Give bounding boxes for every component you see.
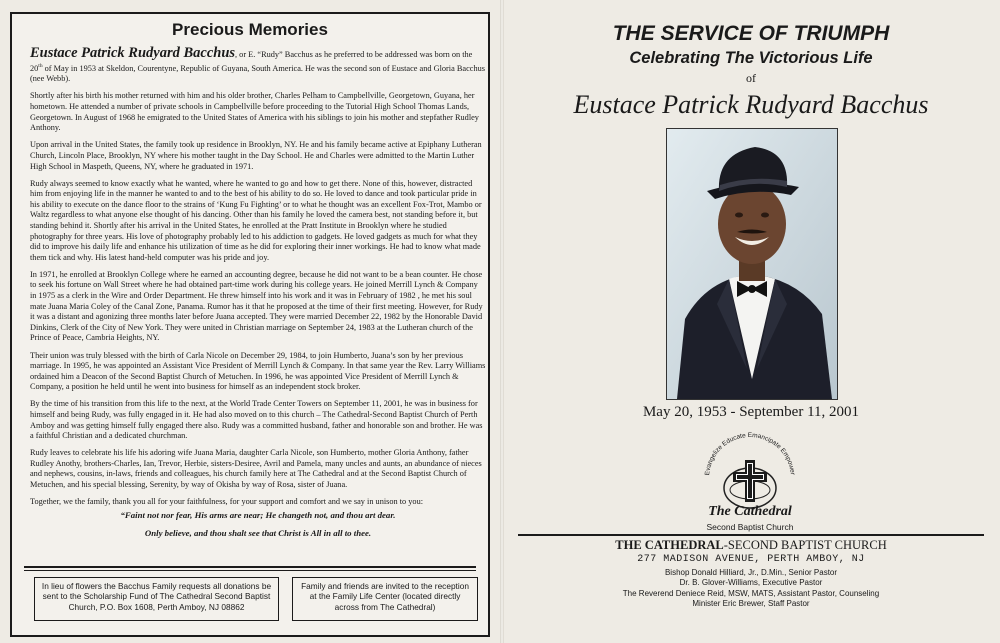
obituary-text: [30, 46, 486, 546]
bio-paragraph: Rudy always seemed to know exactly what he wanted, where he wanted to go and how to get there. None of this, however, distracted him from enjoying life in the manner he wanted to and to the best of his ability to do so. He loved to dance and took particular pride in his ability to execute on the dance floor to the strains of ‘Kung Fu Fighting’ or to what he thought was an excellent Fox-Trot, Mambo or Waltz regardless to what anyone else thought of his dancing. Other than his family he loved the camera best, not standing before it, but standing behind it. Shortly after his arrival in the United States, he enrolled at the Pratt Institute in Brooklyn where he studied photography for three years. His love of photography probably led to his addiction to gadgets. He loved gadgets as much for what they did to improve his daily life and enhance his utilization of time as he did for exploring their inner workings. He had to know what made them tick and why. His latest hand-held computer was his pride and joy.: [30, 178, 482, 262]
church-logo: [691, 430, 809, 540]
svg-text:Evangelize Educate Emancipat: Evangelize Educate Emancipate Empower: [704, 432, 796, 476]
cover-panel: [512, 12, 990, 637]
scripture-line: Only believe, and thou shalt see that Christ is All in all to thee.: [144, 528, 372, 539]
bio-paragraph: Rudy leaves to celebrate his life his adoring wife Juana Maria, daughter Carla Nicole, son Humberto, mother Gloria Anthony, father Rudley Anothy, brothers-Charles, Ian, Trevor, Herbie, sisters-Desiree, Avril and Pamela, many uncles and aunts, an abundance of nieces and nephews, cousins, in-laws, friends and colleagues, his church family here at The Cathedral and at the Second Baptist Church of Metuchen, and his special blessing, Serenity, by way of Okisha by way of Rosa, sister of Juana.: [30, 448, 482, 490]
church-name: THE CATHEDRAL-SECOND BAPTIST CHURCH: [615, 538, 887, 552]
staff-line: Bishop Donald Hilliard, Jr., D.Min., Senior Pastor: [664, 568, 838, 577]
staff-line: Dr. B. Glover-Williams, Executive Pastor: [679, 578, 823, 588]
bio-paragraph: Upon arrival in the United States, the family took up residence in Brooklyn, NY. He and his family became active at Epiphany Lutheran Church, Lincoln Place, Brooklyn, NY where his mother taught in the Day School. He and Charles were admitted to the Martin Luther High School in Maspeth, Queens, NY, where he graduated in 1971.: [30, 140, 482, 171]
life-dates: May 20, 1953 - September 11, 2001: [642, 404, 860, 420]
logo-name: The Cathedral: [708, 504, 792, 519]
logo-subtitle: Second Baptist Church: [706, 522, 794, 532]
bio-paragraph: Together, we the family, thank you all for your faithfulness, for your support and comfort and we say in unison to you:: [30, 497, 424, 507]
deceased-name: Eustace Patrick Rudyard Bacchus: [30, 45, 236, 61]
bio-paragraph: Eustace Patrick Rudyard Bacchus, or E. “Rudy” Bacchus as he preferred to be addressed was born on the 20th of May in 1953 at Skeldon, Courentyne, Republic of Guyana, South America. He was the second son of Eustace and Gloria Bacchus (nee Webb).: [30, 45, 485, 84]
service-subtitle: Celebrating The Victorious Life: [629, 49, 873, 67]
memorial-portrait: [666, 128, 838, 400]
precious-memories-panel: [10, 12, 490, 637]
deceased-name-heading: Eustace Patrick Rudyard Bacchus: [573, 90, 929, 119]
of-label: of: [746, 71, 756, 85]
staff-line: Minister Eric Brewer, Staff Pastor: [692, 599, 810, 609]
church-address: 277 MADISON AVENUE, PERTH AMBOY, NJ: [637, 554, 865, 565]
scripture-line: “Faint not nor fear, His arms are near; He changeth not, and thou art dear.: [120, 509, 396, 520]
staff-line: The Reverend Deniece Reid, MSW, MATS, Assistant Pastor, Counseling: [622, 588, 880, 598]
panel-title: Precious Memories: [172, 20, 328, 39]
bio-paragraph: By the time of his transition from this life to the next, at the World Trade Center Towers on September 11, 2001, he was in business for himself and being Rudy, was fully engaged in it. He had also moved on to this church – The Cathedral-Second Baptist Church of Perth Amboy and was getting himself fully engaged there also. Rudy was a committed husband, father and honorable son and brother. He was a faithful Christian and a dedicated churchman.: [30, 399, 483, 441]
divider: [518, 534, 984, 536]
center-fold: [500, 0, 504, 643]
pastoral-staff: [512, 568, 990, 610]
donation-notice: In lieu of flowers the Bacchus Family requests all donations be sent to the Scholarship Fund of The Cathedral Second Baptist Church, P.O. Box 1608, Perth Amboy, NJ 08862: [34, 577, 279, 621]
divider: [24, 566, 476, 568]
bio-paragraph: Their union was truly blessed with the birth of Carla Nicole on December 29, 1984, to join Humberto, Juana’s son by her previous marriage. In 1995, he was appointed an Assistant Vice President of Merrill Lynch & Company. In that same year the Rev. Larry Williams ordained him a Deacon of the Second Baptist Church of Metuchen. In 1996, he was appointed Vice President of Merrill Lynch & Company, a position he held until he went into business for himself as an independent stock broker.: [30, 350, 486, 392]
reception-notice: Family and friends are invited to the reception at the Family Life Center (located directly across from The Cathedral): [292, 577, 478, 621]
service-title: THE SERVICE OF TRIUMPH: [612, 22, 890, 45]
bio-paragraph: Shortly after his birth his mother returned with him and his older brother, Charles Pelham to Campbellville, Georgetown, Guyana, her hometown. He attended a number of private schools in Campbellville before proceeding to the Tutorial High School Thomas Lands, Georgetown. In August of 1968 he emigrated to the United States of America with his siblings to join his mother and stepfather Rudley Anthony.: [30, 91, 479, 133]
cross-emblem-icon: [691, 430, 809, 536]
divider: [24, 570, 476, 571]
bio-paragraph: In 1971, he enrolled at Brooklyn College where he earned an accounting degree, because he did not want to be a bean counter. He chose to seek his fortune on Wall Street where he had obtained part-time work during his college years. He joined Merrill Lynch & Company in 1975 as a clerk in the Wire and Order Department. He threw himself into his work and it was in February of 1982 , he met his soul mate Juana Maria Coley of the Canal Zone, Panama. Rumor has it that he proposed at the time of their first meeting. However, for Rudy it was a distant and agonizing three months later before Juana accepted. They were married December 22, 1982 by the Honorable David Dinkins, Clerk of the City of New York. They were united in Christian marriage on September 24, 1983 at the Lutheran church of the Prince of Peace, Cambria Heights, NY.: [30, 269, 483, 343]
portrait-illustration: [667, 129, 837, 399]
